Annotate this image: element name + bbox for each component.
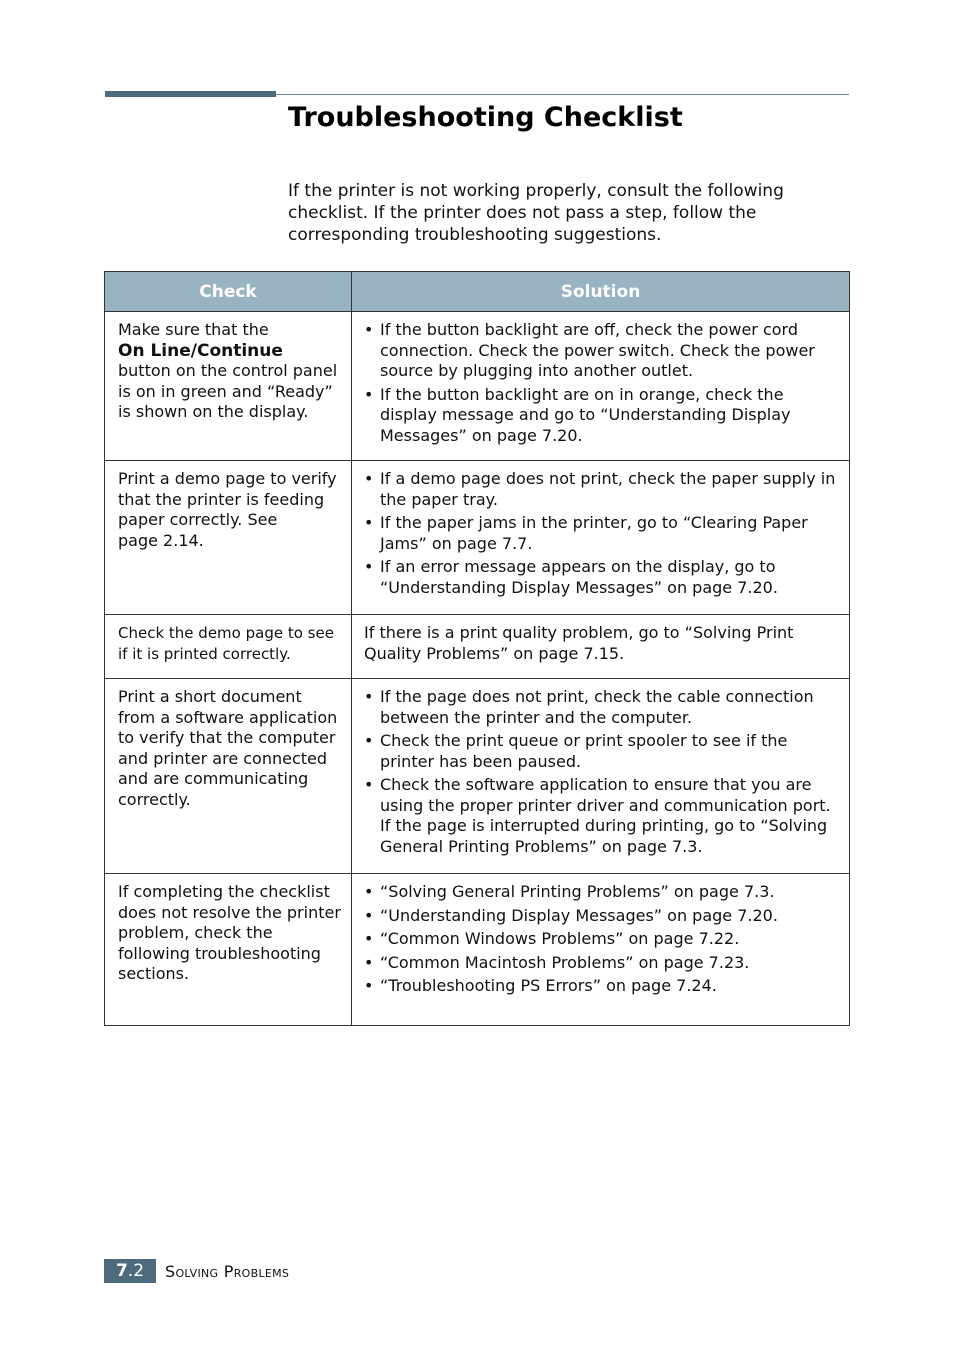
check-cell bbox=[105, 615, 352, 679]
troubleshooting-table bbox=[104, 271, 850, 1026]
check-cell bbox=[105, 874, 352, 1026]
check-text: If completing the checklist does not resolve the printer problem, check the following troubleshooting sections. bbox=[118, 882, 341, 983]
solution-cell bbox=[352, 679, 850, 874]
solution-cell bbox=[352, 461, 850, 615]
check-cell bbox=[105, 312, 352, 461]
solution-text: If there is a print quality problem, go to “Solving Print Quality Problems” on page 7.15. bbox=[364, 623, 794, 663]
table-row bbox=[105, 615, 850, 679]
solution-list bbox=[364, 687, 839, 857]
list-item: • If the button backlight are off, check the power cord connection. Check the power switch. Check the power source by plugging into another outlet. bbox=[364, 320, 839, 382]
check-text: Check the demo page to see if it is printed correctly. bbox=[118, 624, 334, 663]
check-text: Print a short document from a software application to verify that the computer and printer are connected and are communicating correctly. bbox=[118, 687, 338, 809]
check-cell bbox=[105, 461, 352, 615]
header-solution: Solution bbox=[352, 272, 850, 312]
solution-cell bbox=[352, 615, 850, 679]
solution-cell bbox=[352, 312, 850, 461]
check-text: button on the control panel is on in green and “Ready” is shown on the display. bbox=[118, 361, 338, 421]
list-item: • If the page does not print, check the cable connection between the printer and the computer. bbox=[364, 687, 839, 728]
list-item: • “Troubleshooting PS Errors” on page 7.24. bbox=[364, 976, 839, 997]
table-row bbox=[105, 679, 850, 874]
list-item: • If the button backlight are on in orange, check the display message and go to “Understanding Display Messages” on page 7.20. bbox=[364, 385, 839, 447]
list-item: • “Common Macintosh Problems” on page 7.23. bbox=[364, 953, 839, 974]
intro-paragraph: If the printer is not working properly, consult the following checklist. If the printer does not pass a step, follow the corresponding troubleshooting suggestions. bbox=[288, 181, 784, 245]
check-cell bbox=[105, 679, 352, 874]
table-row bbox=[105, 874, 850, 1026]
list-item: • “Understanding Display Messages” on page 7.20. bbox=[364, 906, 839, 927]
list-item: • Check the software application to ensure that you are using the proper printer driver and communication port. If the page is interrupted during printing, go to “Solving General Printing Problems” on page 7.3. bbox=[364, 775, 839, 857]
table-header-row bbox=[105, 272, 850, 312]
table-row bbox=[105, 312, 850, 461]
chapter-number: 7 bbox=[115, 1261, 128, 1281]
page-number: .2 bbox=[127, 1261, 145, 1281]
list-item: • If the paper jams in the printer, go to “Clearing Paper Jams” on page 7.7. bbox=[364, 513, 839, 554]
page-number-badge bbox=[104, 1259, 156, 1283]
table-row bbox=[105, 461, 850, 615]
header-rule-thick bbox=[105, 91, 276, 97]
check-text: Make sure that the bbox=[118, 320, 269, 339]
solution-list bbox=[364, 882, 839, 997]
list-item: • “Solving General Printing Problems” on page 7.3. bbox=[364, 882, 839, 903]
solution-list bbox=[364, 469, 839, 598]
on-line-continue-label: On Line/Continue bbox=[118, 340, 283, 361]
list-item: • If a demo page does not print, check the paper supply in the paper tray. bbox=[364, 469, 839, 510]
footer-section-title: Solving Problems bbox=[165, 1262, 290, 1281]
list-item: • If an error message appears on the display, go to “Understanding Display Messages” on page 7.20. bbox=[364, 557, 839, 598]
header-check: Check bbox=[105, 272, 352, 312]
list-item: • “Common Windows Problems” on page 7.22. bbox=[364, 929, 839, 950]
solution-list bbox=[364, 320, 839, 446]
list-item: • Check the print queue or print spooler to see if the printer has been paused. bbox=[364, 731, 839, 772]
header-rule-thin bbox=[276, 94, 849, 95]
page-title: Troubleshooting Checklist bbox=[288, 102, 683, 133]
check-text: Print a demo page to verify that the printer is feeding paper correctly. See page 2.14. bbox=[118, 469, 337, 550]
solution-cell bbox=[352, 874, 850, 1026]
